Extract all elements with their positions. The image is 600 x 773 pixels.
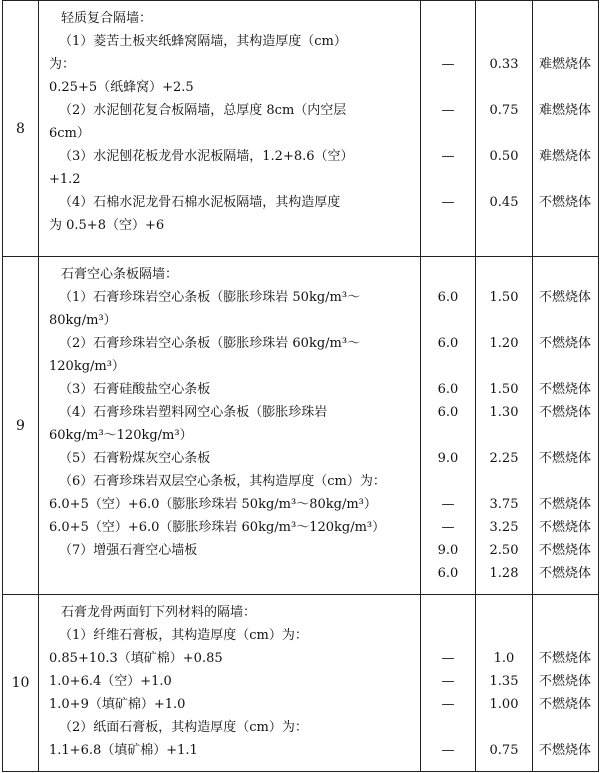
fire-limit-value: 1.0	[493, 651, 515, 666]
combustibility-class: 不燃烧体	[539, 497, 592, 512]
thickness-value: 6.0	[437, 290, 459, 305]
thickness-value: —	[441, 57, 455, 72]
wall-description: （1）石膏珍珠岩空心条板（膨胀珍珠岩 50kg/m³～	[59, 290, 361, 305]
fire-limit-value: 0.75	[489, 743, 519, 758]
fire-limit-value: 0.45	[489, 195, 519, 210]
thickness-value	[421, 424, 475, 447]
combustibility-class	[533, 30, 598, 53]
fire-limit-value: 2.50	[489, 543, 519, 558]
fire-limit-value	[476, 122, 532, 145]
fire-limit-value: 1.50	[489, 382, 519, 397]
table-row	[3, 1, 599, 257]
thickness-value	[421, 355, 475, 378]
fire-limit-value: 0.33	[489, 57, 519, 72]
combustibility-class: 难燃烧体	[539, 149, 592, 164]
table-row	[3, 257, 599, 595]
fire-limit-value	[476, 716, 532, 739]
fire-limit-value: 3.75	[489, 497, 519, 512]
wall-description: 6.0+5（空）+6.0（膨胀珍珠岩 50kg/m³～80kg/m³）	[49, 497, 377, 512]
thickness-value: —	[441, 520, 455, 535]
combustibility-class: 不燃烧体	[539, 566, 592, 581]
combustibility-class	[533, 168, 598, 191]
combustibility-class	[533, 624, 598, 647]
thickness-value	[421, 716, 475, 739]
fire-resistance-table	[2, 0, 599, 772]
wall-description: 1.1+6.8（填矿棉）+1.1	[49, 743, 198, 758]
combustibility-class: 不燃烧体	[539, 405, 592, 420]
thickness-value	[421, 30, 475, 53]
fire-limit-value	[476, 168, 532, 191]
fire-limit-value	[476, 263, 532, 286]
thickness-value	[421, 214, 475, 237]
wall-description: 1.0+6.4（空）+1.0	[49, 674, 172, 689]
row-number: 10	[3, 595, 39, 772]
wall-description: 120kg/m³）	[49, 359, 125, 374]
fire-limit-value: 1.35	[489, 674, 519, 689]
fire-limit-value	[476, 424, 532, 447]
fire-limit-value	[476, 470, 532, 493]
wall-description: 6cm）	[49, 126, 90, 141]
thickness-value: —	[441, 697, 455, 712]
wall-description: 石膏龙骨两面钉下列材料的隔墙：	[61, 605, 257, 620]
thickness-value: 6.0	[437, 382, 459, 397]
wall-description: （3）石膏硅酸盐空心条板	[59, 382, 211, 397]
combustibility-class: 不燃烧体	[539, 382, 592, 397]
wall-description: （3）水泥刨花板龙骨水泥板隔墙，1.2+8.6（空）	[59, 149, 354, 164]
thickness-value: —	[441, 743, 455, 758]
combustibility-class: 难燃烧体	[539, 103, 592, 118]
combustibility-class-cell	[533, 257, 599, 595]
fire-limit-value: 0.75	[489, 103, 519, 118]
combustibility-class	[533, 355, 598, 378]
thickness-value: —	[441, 674, 455, 689]
combustibility-class	[533, 122, 598, 145]
combustibility-class	[533, 76, 598, 99]
combustibility-class: 难燃烧体	[539, 57, 592, 72]
wall-description: +1.2	[49, 172, 81, 187]
wall-description: （2）石膏珍珠岩空心条板（膨胀珍珠岩 60kg/m³～	[59, 336, 361, 351]
wall-description: （1）纤维石膏板，其构造厚度（cm）为：	[59, 628, 308, 643]
thickness-value	[421, 76, 475, 99]
thickness-value	[421, 122, 475, 145]
fire-limit-value	[476, 624, 532, 647]
combustibility-class: 不燃烧体	[539, 543, 592, 558]
combustibility-class: 不燃烧体	[539, 520, 592, 535]
wall-description: 为 0.5+8（空）+6	[49, 218, 165, 233]
thickness-value: —	[441, 103, 455, 118]
thickness-value: —	[441, 651, 455, 666]
thickness-value: 6.0	[437, 566, 459, 581]
thickness-value-cell	[421, 1, 476, 257]
combustibility-class: 不燃烧体	[539, 451, 592, 466]
combustibility-class: 不燃烧体	[539, 674, 592, 689]
thickness-value	[421, 470, 475, 493]
thickness-value-cell	[421, 257, 476, 595]
wall-description: 轻质复合隔墙：	[61, 11, 153, 26]
combustibility-class: 不燃烧体	[539, 195, 592, 210]
combustibility-class	[533, 716, 598, 739]
fire-limit-value: 3.25	[489, 520, 519, 535]
combustibility-class	[533, 470, 598, 493]
combustibility-class	[533, 424, 598, 447]
thickness-value: 9.0	[437, 451, 459, 466]
wall-description-cell	[39, 257, 421, 595]
thickness-value	[421, 263, 475, 286]
thickness-value: —	[441, 195, 455, 210]
wall-description: 6.0+5（空）+6.0（膨胀珍珠岩 60kg/m³～120kg/m³）	[49, 520, 386, 535]
wall-description: （2）纸面石膏板，其构造厚度（cm）为：	[59, 720, 308, 735]
fire-limit-value: 1.00	[489, 697, 519, 712]
thickness-value-cell	[421, 595, 476, 772]
fire-limit-value: 1.20	[489, 336, 519, 351]
thickness-value: —	[441, 497, 455, 512]
wall-description-cell	[39, 595, 421, 772]
combustibility-class: 不燃烧体	[539, 651, 592, 666]
fire-limit-value	[476, 30, 532, 53]
combustibility-class-cell	[533, 595, 599, 772]
table-row	[3, 595, 599, 772]
fire-limit-value	[476, 7, 532, 30]
wall-description: 0.85+10.3（填矿棉）+0.85	[49, 651, 223, 666]
wall-description: 80kg/m³）	[49, 313, 117, 328]
combustibility-class: 不燃烧体	[539, 336, 592, 351]
combustibility-class: 不燃烧体	[539, 743, 592, 758]
fire-limit-value: 2.25	[489, 451, 519, 466]
fire-limit-value	[476, 309, 532, 332]
table-body	[3, 1, 599, 772]
wall-description: 石膏空心条板隔墙：	[61, 267, 179, 282]
wall-description-cell	[39, 1, 421, 257]
fire-limit-value: 0.50	[489, 149, 519, 164]
combustibility-class: 不燃烧体	[539, 290, 592, 305]
fire-limit-value	[476, 214, 532, 237]
wall-description: （4）石棉水泥龙骨石棉水泥板隔墙，其构造厚度	[59, 195, 341, 210]
wall-description	[39, 562, 420, 585]
thickness-value	[421, 7, 475, 30]
combustibility-class	[533, 214, 598, 237]
fire-limit-value-cell	[476, 1, 533, 257]
fire-limit-value-cell	[476, 257, 533, 595]
thickness-value	[421, 601, 475, 624]
wall-description: 1.0+9（填矿棉）+1.0	[49, 697, 186, 712]
thickness-value: 6.0	[437, 405, 459, 420]
fire-limit-value	[476, 355, 532, 378]
thickness-value: 6.0	[437, 336, 459, 351]
wall-description: （5）石膏粉煤灰空心条板	[59, 451, 211, 466]
thickness-value: 9.0	[437, 543, 459, 558]
fire-limit-value	[476, 76, 532, 99]
fire-limit-value	[476, 601, 532, 624]
combustibility-class	[533, 263, 598, 286]
combustibility-class	[533, 601, 598, 624]
fire-limit-value-cell	[476, 595, 533, 772]
wall-description: 0.25+5（纸蜂窝）+2.5	[49, 80, 194, 95]
wall-description: 为：	[49, 57, 76, 72]
wall-description: （7）增强石膏空心墙板	[59, 543, 198, 558]
wall-description: （6）石膏珍珠岩双层空心条板，其构造厚度（cm）为：	[59, 474, 386, 489]
fire-limit-value: 1.30	[489, 405, 519, 420]
fire-limit-value: 1.28	[489, 566, 519, 581]
combustibility-class	[533, 7, 598, 30]
wall-description: （2）水泥刨花复合板隔墙，总厚度 8cm（内空层	[59, 103, 347, 118]
thickness-value: —	[441, 149, 455, 164]
fire-limit-value: 1.50	[489, 290, 519, 305]
row-number: 8	[3, 1, 39, 257]
thickness-value	[421, 624, 475, 647]
row-number: 9	[3, 257, 39, 595]
wall-description: （4）石膏珍珠岩塑料网空心条板（膨胀珍珠岩	[59, 405, 328, 420]
combustibility-class: 不燃烧体	[539, 697, 592, 712]
combustibility-class	[533, 309, 598, 332]
thickness-value	[421, 309, 475, 332]
combustibility-class-cell	[533, 1, 599, 257]
wall-description: 60kg/m³～120kg/m³）	[49, 428, 193, 443]
wall-description: （1）菱苦土板夹纸蜂窝隔墙，其构造厚度（cm）	[59, 34, 347, 49]
thickness-value	[421, 168, 475, 191]
